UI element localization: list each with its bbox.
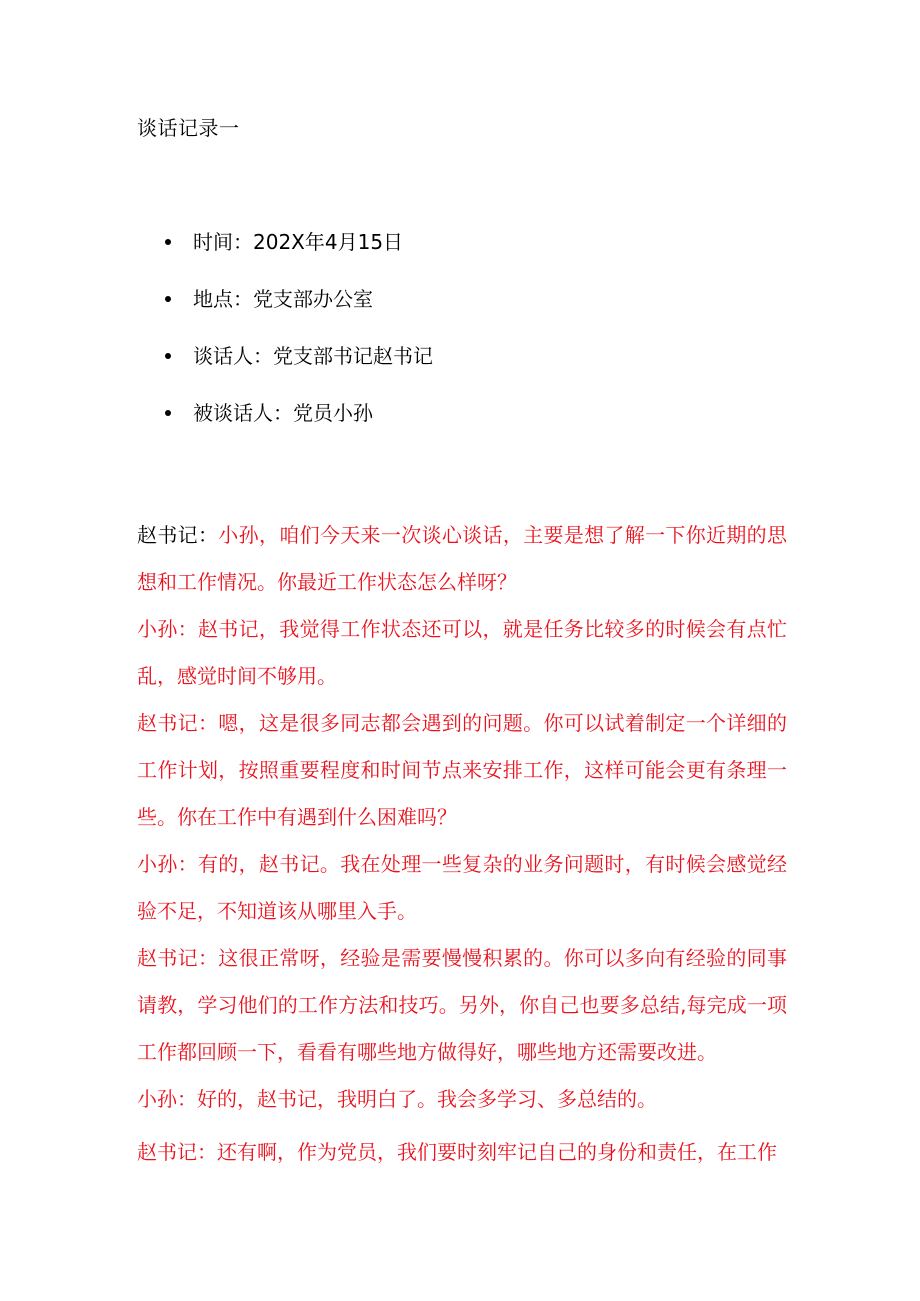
- dialogue-section: [137, 512, 787, 1176]
- bullet-dot-icon: [165, 239, 171, 245]
- dialogue-turn: [137, 1129, 787, 1176]
- info-label: 地点：: [193, 287, 253, 311]
- info-item-interviewer: [0, 339, 433, 396]
- speaker-name: 赵书记：: [137, 711, 219, 735]
- dialogue-turn: [137, 700, 787, 841]
- speaker-name: 小孙：: [137, 617, 198, 641]
- info-label: 被谈话人：: [193, 401, 293, 425]
- dialogue-text: 嗯，这是很多同志都会遇到的问题。你可以试着制定一个详细的工作计划，按照重要程度和时间节点来安排工作，这样可能会更有条理一些。你在工作中有遇到什么困难吗？: [137, 711, 788, 829]
- info-item-time: [0, 225, 433, 282]
- document-title: 谈话记录一: [137, 116, 240, 140]
- dialogue-text: 这很正常呀，经验是需要慢慢积累的。你可以多向有经验的同事请教，学习他们的工作方法和技巧。另外，你自己也要多总结,每完成一项工作都回顾一下，看看有哪些地方做得好，哪些地方还需要改进。: [137, 946, 788, 1064]
- info-item-interviewee: [0, 396, 433, 453]
- info-value: 党支部书记赵书记: [273, 344, 433, 368]
- dialogue-turn: [137, 841, 787, 935]
- speaker-name: 小孙：: [137, 852, 198, 876]
- info-label: 谈话人：: [193, 344, 273, 368]
- speaker-name: 赵书记：: [137, 523, 219, 547]
- dialogue-text: 赵书记，我觉得工作状态还可以，就是任务比较多的时候会有点忙乱，感觉时间不够用。: [137, 617, 788, 688]
- info-item-location: [0, 282, 433, 339]
- dialogue-text: 好的，赵书记，我明白了。我会多学习、多总结的。: [197, 1087, 657, 1111]
- info-value: 党支部办公室: [253, 287, 373, 311]
- info-value: 党员小孙: [293, 401, 373, 425]
- speaker-name: 赵书记：: [137, 1140, 217, 1164]
- bullet-dot-icon: [165, 410, 171, 416]
- meeting-info-list: [0, 225, 433, 453]
- info-value: 202X年4月15日: [253, 230, 404, 254]
- dialogue-text: 有的，赵书记。我在处理一些复杂的业务问题时，有时候会感觉经验不足，不知道该从哪里入手。: [137, 852, 788, 923]
- bullet-dot-icon: [165, 296, 171, 302]
- dialogue-turn: [137, 512, 787, 606]
- bullet-dot-icon: [165, 353, 171, 359]
- info-label: 时间：: [193, 230, 253, 254]
- dialogue-turn: [137, 1076, 787, 1123]
- speaker-name: 小孙：: [137, 1087, 197, 1111]
- dialogue-text: 小孙，咱们今天来一次谈心谈话，主要是想了解一下你近期的思想和工作情况。你最近工作状态怎么样呀？: [137, 523, 788, 594]
- dialogue-turn: [137, 606, 787, 700]
- speaker-name: 赵书记：: [137, 946, 219, 970]
- dialogue-text: 还有啊，作为党员，我们要时刻牢记自己的身份和责任，在工作: [217, 1140, 777, 1164]
- dialogue-turn: [137, 935, 787, 1076]
